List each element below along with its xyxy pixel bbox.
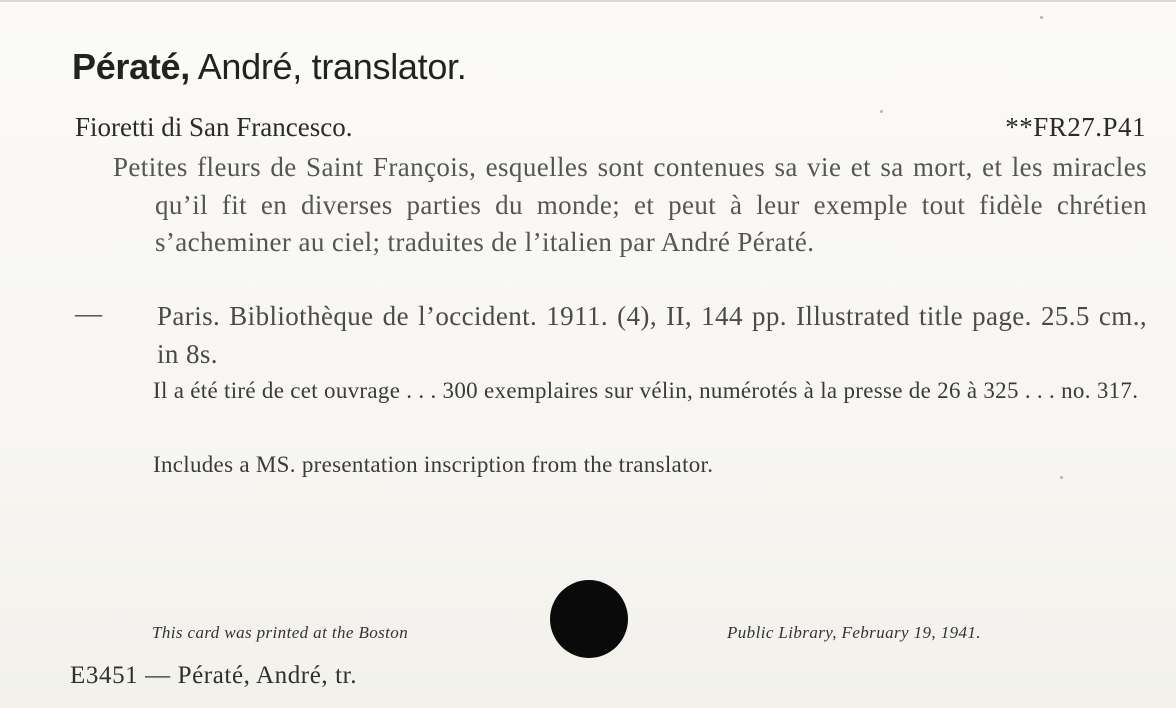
inscription-note: Includes a MS. presentation inscription from the translator. xyxy=(153,452,714,477)
paper-speck xyxy=(1060,476,1063,479)
imprint-collation: Paris. Bibliothèque de l’occident. 1911. (4), II, 144 pp. Illustrated title page. 25.5 cm., in 8s. xyxy=(157,301,1147,369)
title-description: Petites fleurs de Saint François, esquelles sont contenues sa vie et sa mort, et les miracles qu’il fit en diverses parties du monde; et peut à leur exemple tout fidèle chrétien s’acheminer au ciel; traduites de l’italien par André Pératé. xyxy=(113,152,1147,257)
author-heading-rest: André, translator. xyxy=(189,46,467,87)
paper-speck xyxy=(1040,16,1043,19)
card-punch-hole xyxy=(550,580,628,658)
author-heading xyxy=(72,46,466,88)
uniform-title: Fioretti di San Francesco. xyxy=(75,112,353,142)
author-surname: Pératé, xyxy=(72,46,190,87)
imprint-dash: — xyxy=(75,298,102,328)
call-number: **FR27.P41 xyxy=(1005,112,1146,142)
edition-note: Il a été tiré de cet ouvrage . . . 300 exemplaires sur vélin, numérotés à la presse de 26 à 325 . . . no. 317. xyxy=(153,378,1139,403)
printer-note-right: Public Library, February 19, 1941. xyxy=(727,623,981,642)
tracing-line: E3451 — Pératé, André, tr. xyxy=(70,662,358,689)
paper-speck xyxy=(880,110,883,113)
printer-note-left: This card was printed at the Boston xyxy=(152,623,409,642)
